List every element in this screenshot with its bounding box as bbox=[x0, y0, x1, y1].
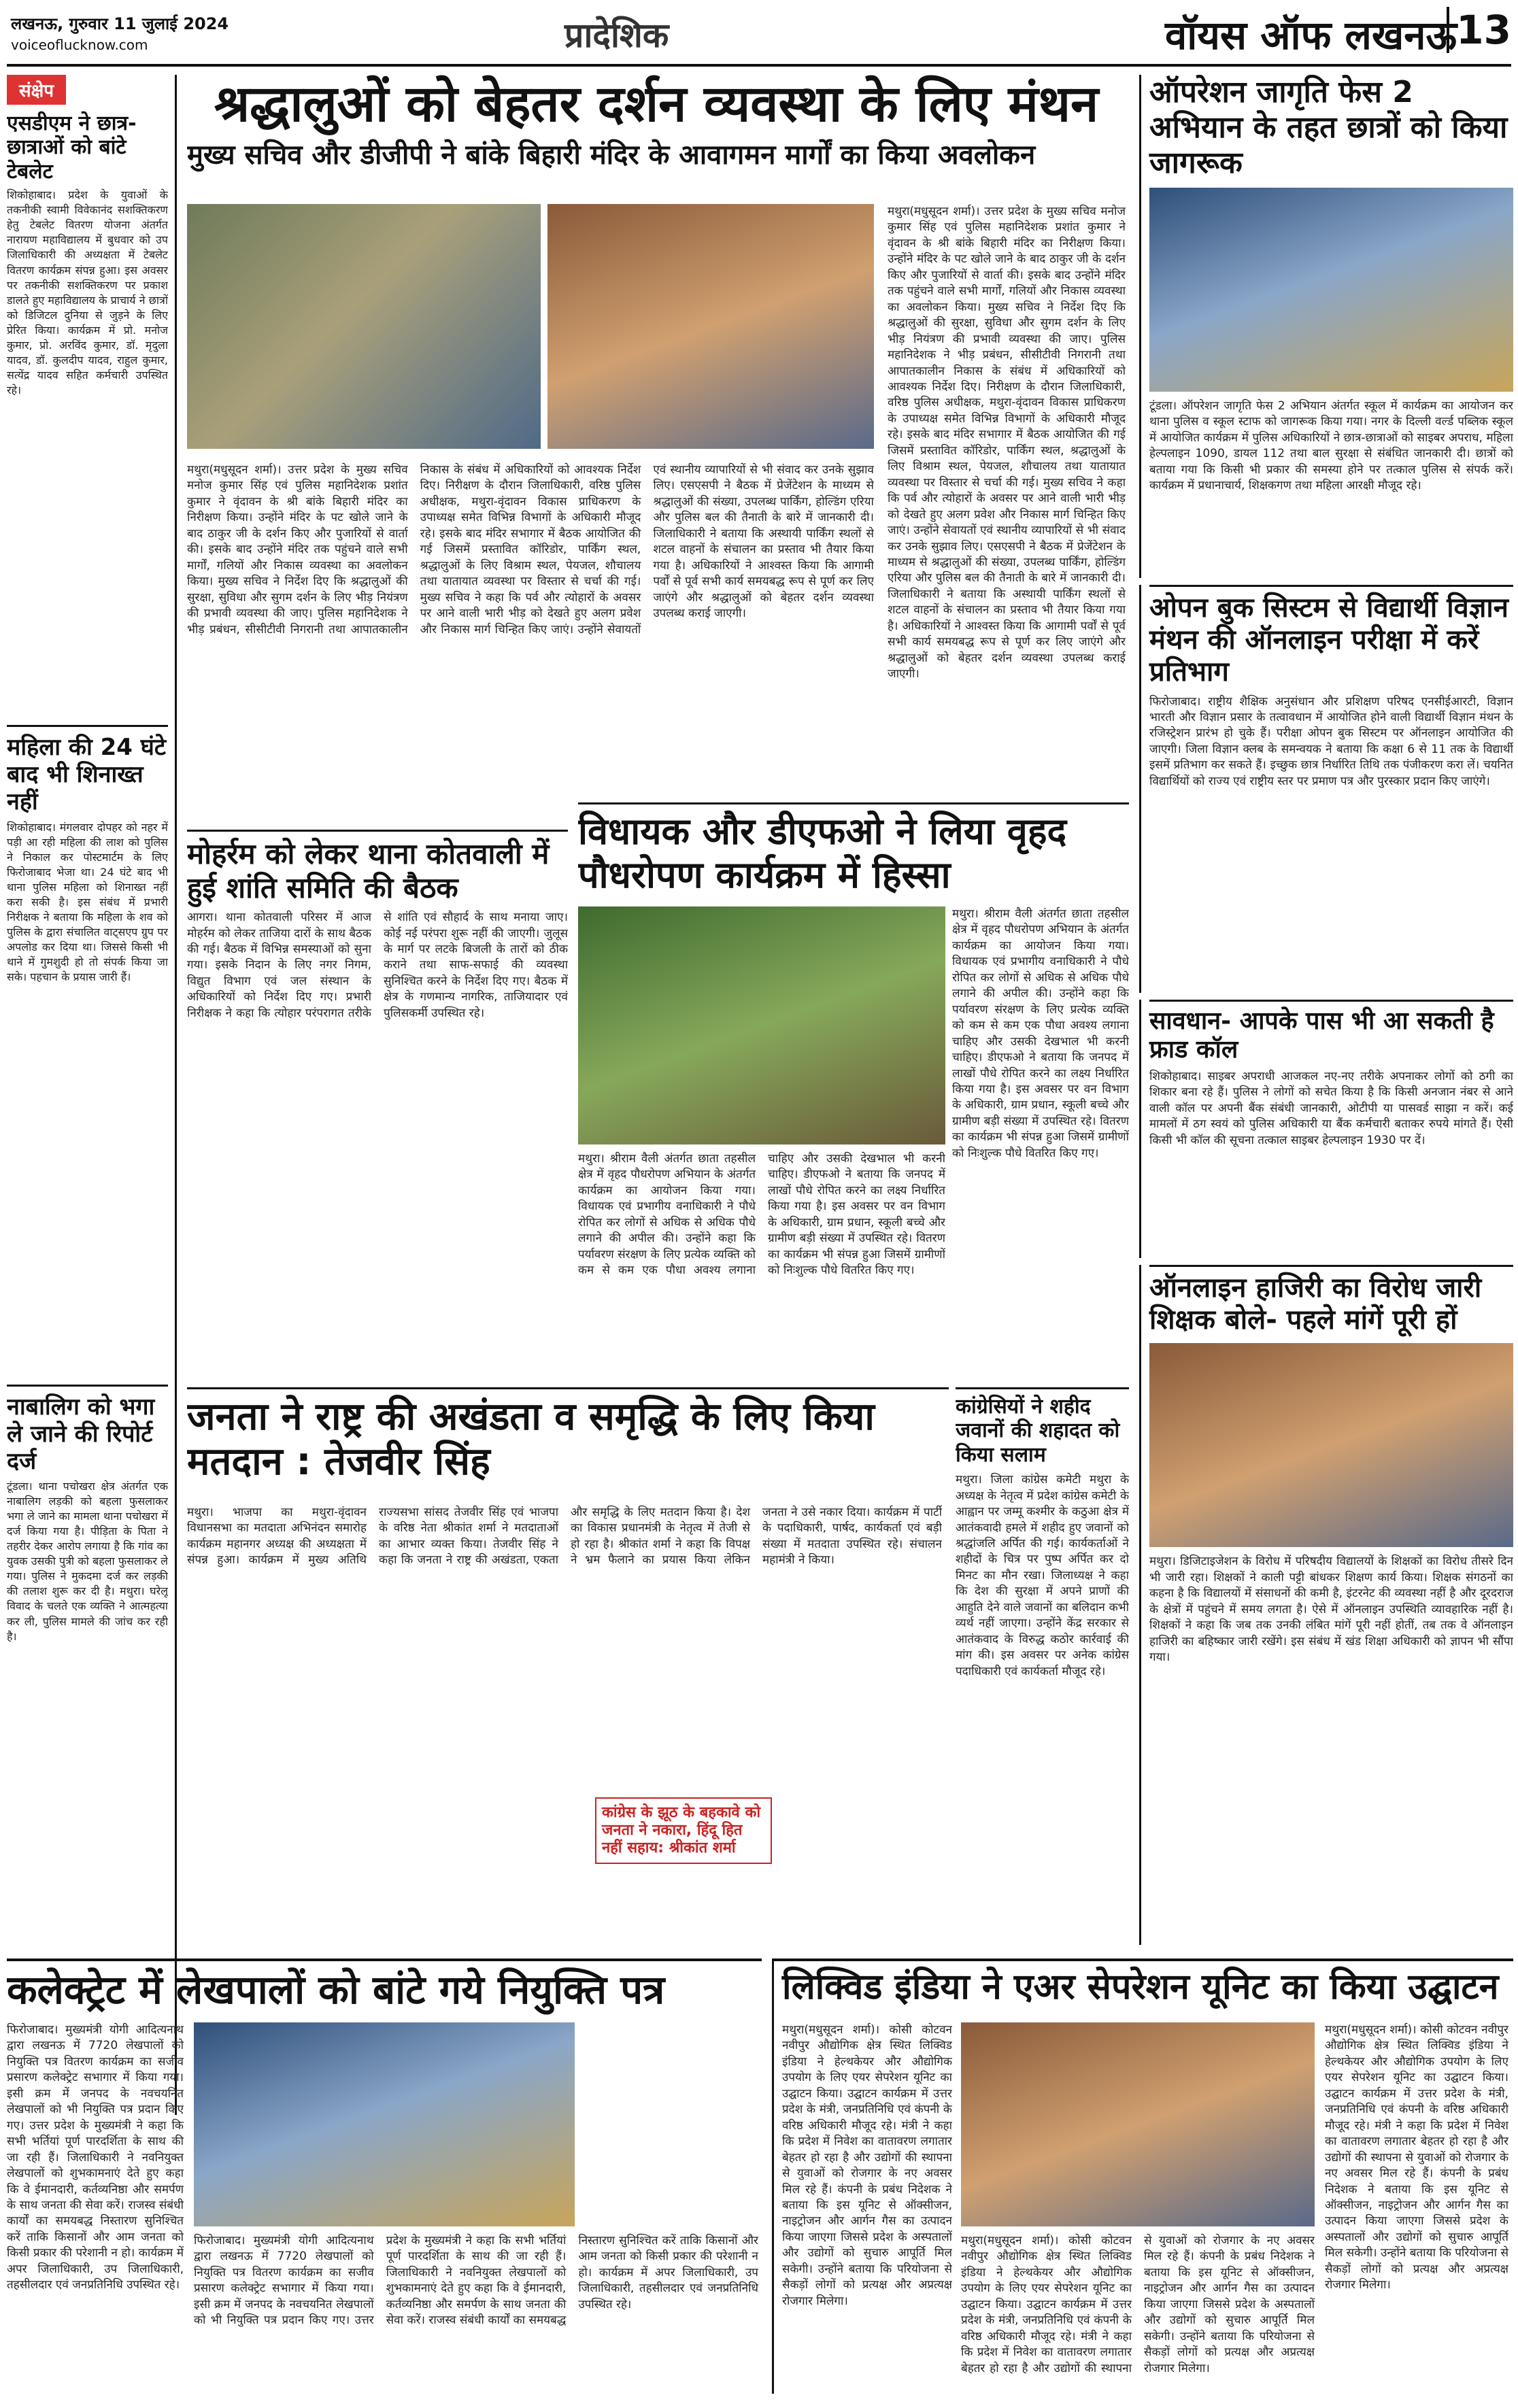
headline: कलेक्ट्रेट में लेखपालों को बांटे गये नियुक्ति पत्र bbox=[7, 1967, 665, 2013]
article-body: शिकोहाबाद। प्रदेश के युवाओं के तकनीकी स्वामी विवेकानंद सशक्तिकरण हेतु टेबलेट वितरण योजना अंतर्गत नारायण महाविद्यालय में बुधवार को उप जिलाधिकारी की अध्यक्षता में टेबलेट वितरण कार्यक्रम संपन्न हुआ। इस अवसर पर तकनीकी सशक्तिकरण पर प्रकाश डालते हुए महाविद्यालय के प्राचार्य ने छात्रों को डिजिटल दुनिया से जुड़ने के लिए प्रेरित किया। कार्यक्रम में प्रो. मनोज कुमार, प्रो. अरविंद कुमार, डॉ. मृदुला यादव, डॉ. कुलदीप यादव, राहुल कुमार, सत्येंद्र यादव सहित कर्मचारी उपस्थित रहे। bbox=[7, 188, 168, 397]
photo-plantation bbox=[578, 906, 945, 1144]
article-body-continued: मथुरा। श्रीराम वैली अंतर्गत छाता तहसील क्षेत्र में वृहद पौधरोपण अभियान के अंतर्गत कार्यक्रम का आयोजन किया गया। विधायक एवं प्रभागीय वनाधिकारी ने पौधे रोपित कर लोगों से अधिक से अधिक पौधे लगाने की अपील की। उन्होंने कहा कि पर्यावरण संरक्षण के लिए प्रत्येक व्यक्ति को कम से कम एक पौधा अवश्य लगाना चाहिए और उसकी देखभाल भी करनी चाहिए। डीएफओ ने बताया कि जनपद में लाखों पौधे रोपित करने का लक्ष्य निर्धारित किया गया है। इस अवसर पर वन विभाग के अधिकारी, ग्राम प्रधान, स्कूली बच्चे और ग्रामीण बड़ी संख्या में उपस्थित रहे। वितरण का कार्यक्रम भी संपन्न हुआ जिसमें ग्रामीणों को निःशुल्क पौधे वितरित किए गए। bbox=[578, 1152, 945, 1278]
photo-inspection-2 bbox=[547, 204, 874, 449]
website-url[interactable]: voiceoflucknow.com bbox=[11, 37, 148, 53]
section-name: प्रादेशिक bbox=[564, 16, 669, 55]
article-body-continued: मथुरा(मधुसूदन शर्मा)। कोसी कोटवन नवीपुर औद्योगिक क्षेत्र स्थित लिक्विड इंडिया ने हेल्थकेयर और औद्योगिक उपयोग के लिए एयर सेपरेशन यूनिट का उद्घाटन किया। उद्घाटन कार्यक्रम में उत्तर प्रदेश के मंत्री, जनप्रतिनिधि एवं कंपनी के वरिष्ठ अधिकारी मौजूद रहे। मंत्री ने कहा कि प्रदेश में निवेश का वातावरण लगातार बेहतर हो रहा है और उद्योगों की स्थापना से युवाओं को रोजगार के नए अवसर मिल रहे हैं। कंपनी के प्रबंध निदेशक ने बताया कि इस यूनिट से ऑक्सीजन, नाइट्रोजन और आर्गन गैस का उत्पादन किया जाएगा जिससे प्रदेश के अस्पतालों और उद्योगों को सुचारु आपूर्ति मिल सकेगी। उन्होंने बताया कि परियोजना से सैकड़ों लोगों को प्रत्यक्ष और अप्रत्यक्ष रोजगार मिलेगा। bbox=[1325, 2023, 1508, 2292]
article bbox=[187, 1387, 949, 1931]
article-body: शिकोहाबाद। मंगलवार दोपहर को नहर में पड़ी आ रही महिला की लाश को पुलिस ने निकाल कर पोस्टमार्टम के लिए फिरोजाबाद भेजा था। 24 घंटे बाद भी थाना पुलिस महिला को शिनाख्त नहीं करा सकी है। इस संबंध में प्रभारी निरीक्षक ने बताया कि महिला के शव को पुलिस के द्वारा संचालित वाट्सएप ग्रुप पर अपलोड कर दिया था। जिससे किसी भी थाने में गुमशुदी हो तो संपर्क किया जा सके। पहचान के प्रयास जारी हैं। bbox=[7, 820, 168, 984]
article-body: मथुरा(मधुसूदन शर्मा)। कोसी कोटवन नवीपुर औद्योगिक क्षेत्र स्थित लिक्विड इंडिया ने हेल्थकेयर और औद्योगिक उपयोग के लिए एयर सेपरेशन यूनिट का उद्घाटन किया। उद्घाटन कार्यक्रम में उत्तर प्रदेश के मंत्री, जनप्रतिनिधि एवं कंपनी के वरिष्ठ अधिकारी मौजूद रहे। मंत्री ने कहा कि प्रदेश में निवेश का वातावरण लगातार बेहतर हो रहा है और उद्योगों की स्थापना से युवाओं को रोजगार के नए अवसर मिल रहे हैं। कंपनी के प्रबंध निदेशक ने बताया कि इस यूनिट से ऑक्सीजन, नाइट्रोजन और आर्गन गैस का उत्पादन किया जाएगा जिससे प्रदेश के अस्पतालों और उद्योगों को सुचारु आपूर्ति मिल सकेगी। उन्होंने बताया कि परियोजना से सैकड़ों लोगों को प्रत्यक्ष और अप्रत्यक्ष रोजगार मिलेगा। bbox=[782, 2023, 952, 2308]
article-body: शिकोहाबाद। साइबर अपराधी आजकल नए-नए तरीके अपनाकर लोगों को ठगी का शिकार बना रहे हैं। पुलिस ने लोगों को सचेत किया है कि किसी अनजान नंबर से आने वाली कॉल पर अपनी बैंक संबंधी जानकारी, ओटीपी या पासवर्ड साझा न करें। कई मामलों में ठग स्वयं को पुलिस अधिकारी या बैंक कर्मचारी बताकर रुपये मांगते हैं। ऐसी किसी भी कॉल की सूचना तत्काल साइबर हेल्पलाइन 1930 पर दें। bbox=[1149, 1069, 1513, 1147]
headline: महिला की 24 घंटे बाद भी शिनाख्त नहीं bbox=[7, 734, 167, 816]
photo-unit-inauguration bbox=[961, 2022, 1315, 2226]
page-number: 13 bbox=[1447, 7, 1511, 53]
page-header bbox=[7, 5, 1511, 67]
photo-teachers-protest bbox=[1149, 1343, 1513, 1547]
headline: कांग्रेसियों ने शहीद जवानों की शहादत को किया सलाम bbox=[956, 1395, 1120, 1467]
article bbox=[578, 802, 1129, 1380]
headline: ऑनलाइन हाजिरी का विरोध जारी शिक्षक बोले- पहले मांगें पूरी हों bbox=[1149, 1272, 1482, 1336]
headline: जनता ने राष्ट्र की अखंडता व समृद्धि के लिए किया मतदान : तेजवीर सिंह bbox=[187, 1395, 875, 1485]
pull-quote: कांग्रेस के झूठ के बहकावे को जनता ने नकारा, हिंदू हित नहीं सहाय: श्रीकांत शर्मा bbox=[595, 1797, 772, 1864]
article-body-continued: मथुरा(मधुसूदन शर्मा)। उत्तर प्रदेश के मुख्य सचिव मनोज कुमार सिंह एवं पुलिस महानिदेशक प्रशांत कुमार ने वृंदावन के श्री बांके बिहारी मंदिर का निरीक्षण किया। उन्होंने मंदिर के पट खोले जाने के बाद ठाकुर जी के दर्शन किए और पुजारियों से वार्ता की। इसके बाद उन्होंने मंदिर तक पहुंचने वाले सभी मार्गों, गलियों और निकास व्यवस्था का अवलोकन किया। मुख्य सचिव ने निर्देश दिए कि श्रद्धालुओं की सुरक्षा, सुविधा और सुगम दर्शन के लिए भीड़ नियंत्रण की प्रभावी व्यवस्था की जाए। पुलिस महानिदेशक ने भीड़ प्रबंधन, सीसीटीवी निगरानी तथा आपातकालीन निकास के संबंध में अधिकारियों को आवश्यक निर्देश दिए। निरीक्षण के दौरान जिलाधिकारी, वरिष्ठ पुलिस अधीक्षक, मथुरा-वृंदावन विकास प्राधिकरण के उपाध्यक्ष समेत विभिन्न विभागों के अधिकारी मौजूद रहे। इसके बाद मंदिर सभागार में बैठक आयोजित की गई जिसमें प्रस्तावित कॉरिडोर, पार्किंग स्थल, श्रद्धालुओं के लिए विश्राम स्थल, पेयजल, शौचालय तथा यातायात व्यवस्था पर विस्तार से चर्चा की गई। मुख्य सचिव ने कहा कि पर्व और त्योहारों के अवसर पर आने वाली भारी भीड़ को देखते हुए अलग प्रवेश और निकास मार्ग चिन्हित किए जाएं। उन्होंने सेवायतों एवं स्थानीय व्यापारियों से भी संवाद कर उनके सुझाव लिए। एसएसपी ने बैठक में प्रेजेंटेशन के माध्यम से श्रद्धालुओं की संख्या, उपलब्ध पार्किंग, होल्डिंग एरिया और पुलिस बल की तैनाती के बारे में जानकारी दी। जिलाधिकारी ने बताया कि अस्थायी पार्किंग स्थलों से शटल वाहनों के संचालन का प्रस्ताव भी तैयार किया गया है। अधिकारियों ने आश्वस्त किया कि आगामी पर्वों से पूर्व सभी कार्य समयबद्ध रूप से पूर्ण कर लिए जाएंगे और श्रद्धालुओं को बेहतर दर्शन व्यवस्था उपलब्ध कराई जाएगी। bbox=[888, 205, 1126, 681]
article bbox=[1139, 1000, 1513, 1258]
article-body: टूंडला। थाना पचोखरा क्षेत्र अंतर्गत एक नाबालिग लड़की को बहला फुसलाकर भगा ले जाने का मामला थाना पचोखरा में दर्ज किया गया है। पीड़िता के पिता ने तहरीर देकर आरोप लगाया है कि गांव का युवक उसकी पुत्री को बहला फुसलाकर ले गया। पुलिस ने मुकदमा दर्ज कर लड़की की तलाश शुरू कर दी है। मथुरा। घरेलू विवाद के चलते एक व्यक्ति ने आत्महत्या कर ली, पुलिस मामले की जांच कर रही है। bbox=[7, 1479, 168, 1643]
headline: श्रद्धालुओं को बेहतर दर्शन व्यवस्था के लिए मंथन bbox=[214, 75, 1099, 133]
sidebar-label: संक्षेप bbox=[7, 75, 66, 105]
article-body: टूंडला। ऑपरेशन जागृति फेस 2 अभियान अंतर्गत स्कूल में कार्यक्रम का आयोजन कर थाना पुलिस व स्कूल स्टाफ को जागरूक किया गया। नगर के दिल्ली वर्ल्ड पब्लिक स्कूल में आयोजित कार्यक्रम में पुलिस अधिकारियों ने छात्र-छात्राओं को साइबर अपराध, महिला हेल्पलाइन 1090, डायल 112 तथा बाल सुरक्षा से संबंधित जानकारी दी। छात्रों को बताया गया कि किसी भी प्रकार की समस्या होने पर तत्काल पुलिस से संपर्क करें। कार्यक्रम में प्रधानाचार्य, शिक्षकगण तथा महिला आरक्षी मौजूद रहे। bbox=[1149, 398, 1513, 492]
photo-inspection-1 bbox=[187, 204, 541, 449]
photo-school-event bbox=[1149, 188, 1513, 392]
headline: एसडीएम ने छात्र-छात्राओं को बांटे टेबलेट bbox=[7, 112, 137, 184]
headline: सावधान- आपके पास भी आ सकती है फ्राड कॉल bbox=[1149, 1007, 1494, 1064]
sidebar bbox=[7, 75, 177, 2115]
subheadline: मुख्य सचिव और डीजीपी ने बांके बिहारी मंदिर के आवागमन मार्गों का किया अवलोकन bbox=[187, 139, 1036, 171]
article-body-continued: मथुरा(मधुसूदन शर्मा)। कोसी कोटवन नवीपुर औद्योगिक क्षेत्र स्थित लिक्विड इंडिया ने हेल्थकेयर और औद्योगिक उपयोग के लिए एयर सेपरेशन यूनिट का उद्घाटन किया। उद्घाटन कार्यक्रम में उत्तर प्रदेश के मंत्री, जनप्रतिनिधि एवं कंपनी के वरिष्ठ अधिकारी मौजूद रहे। मंत्री ने कहा कि प्रदेश में निवेश का वातावरण लगातार बेहतर हो रहा है और उद्योगों की स्थापना से युवाओं को रोजगार के नए अवसर मिल रहे हैं। कंपनी के प्रबंध निदेशक ने बताया कि इस यूनिट से ऑक्सीजन, नाइट्रोजन और आर्गन गैस का उत्पादन किया जाएगा जिससे प्रदेश के अस्पतालों और उद्योगों को सुचारु आपूर्ति मिल सकेगी। उन्होंने बताया कि परियोजना से सैकड़ों लोगों को प्रत्यक्ष और अप्रत्यक्ष रोजगार मिलेगा। bbox=[961, 2234, 1315, 2375]
article-body: मथुरा(मधुसूदन शर्मा)। उत्तर प्रदेश के मुख्य सचिव मनोज कुमार सिंह एवं पुलिस महानिदेशक प्रशांत कुमार ने वृंदावन के श्री बांके बिहारी मंदिर का निरीक्षण किया। उन्होंने मंदिर के पट खोले जाने के बाद ठाकुर जी के दर्शन किए और पुजारियों से वार्ता की। इसके बाद उन्होंने मंदिर तक पहुंचने वाले सभी मार्गों, गलियों और निकास व्यवस्था का अवलोकन किया। मुख्य सचिव ने निर्देश दिए कि श्रद्धालुओं की सुरक्षा, सुविधा और सुगम दर्शन के लिए भीड़ नियंत्रण की प्रभावी व्यवस्था की जाए। पुलिस महानिदेशक ने भीड़ प्रबंधन, सीसीटीवी निगरानी तथा आपातकालीन निकास के संबंध में अधिकारियों को आवश्यक निर्देश दिए। निरीक्षण के दौरान जिलाधिकारी, वरिष्ठ पुलिस अधीक्षक, मथुरा-वृंदावन विकास प्राधिकरण के उपाध्यक्ष समेत विभिन्न विभागों के अधिकारी मौजूद रहे। इसके बाद मंदिर सभागार में बैठक आयोजित की गई जिसमें प्रस्तावित कॉरिडोर, पार्किंग स्थल, श्रद्धालुओं के लिए विश्राम स्थल, पेयजल, शौचालय तथा यातायात व्यवस्था पर विस्तार से चर्चा की गई। मुख्य सचिव ने कहा कि पर्व और त्योहारों के अवसर पर आने वाली भारी भीड़ को देखते हुए अलग प्रवेश और निकास मार्ग चिन्हित किए जाएं। उन्होंने सेवायतों एवं स्थानीय व्यापारियों से भी संवाद कर उनके सुझाव लिए। एसएसपी ने बैठक में प्रेजेंटेशन के माध्यम से श्रद्धालुओं की संख्या, उपलब्ध पार्किंग, होल्डिंग एरिया और पुलिस बल की तैनाती के बारे में जानकारी दी। जिलाधिकारी ने बताया कि अस्थायी पार्किंग स्थलों से शटल वाहनों के संचालन का प्रस्ताव भी तैयार किया गया है। अधिकारियों ने आश्वस्त किया कि आगामी पर्वों से पूर्व सभी कार्य समयबद्ध रूप से पूर्ण कर लिए जाएंगे और श्रद्धालुओं को बेहतर दर्शन व्यवस्था उपलब्ध कराई जाएगी। bbox=[187, 463, 874, 637]
article-body: मथुरा। भाजपा का मथुरा-वृंदावन विधानसभा का मतदाता अभिनंदन समारोह कार्यक्रम महानगर अध्यक्ष की अध्यक्षता में संपन्न हुआ। कार्यक्रम में मुख्य अतिथि राज्यसभा सांसद तेजवीर सिंह एवं भाजपा के वरिष्ठ नेता श्रीकांत शर्मा ने मतदाताओं का आभार व्यक्त किया। तेजवीर सिंह ने कहा कि जनता ने राष्ट्र की अखंडता, एकता और समृद्धि के लिए मतदान किया है। देश का विकास प्रधानमंत्री के नेतृत्व में तेजी से हो रहा है। श्रीकांत शर्मा ने कहा कि विपक्ष ने भ्रम फैलाने का प्रयास किया लेकिन जनता ने उसे नकार दिया। कार्यक्रम में पार्टी के पदाधिकारी, पार्षद, कार्यकर्ता एवं बड़ी संख्या में मतदाता उपस्थित रहे। संचालन महामंत्री ने किया। bbox=[187, 1506, 942, 1567]
article-body: मथुरा। जिला कांग्रेस कमेटी मथुरा के अध्यक्ष के नेतृत्व में प्रदेश कांग्रेस कमेटी के आह्वान पर जम्मू कश्मीर के कठुआ क्षेत्र में आतंकवादी हमले में शहीद हुए जवानों को श्रद्धांजलि अर्पित की गई। कार्यकर्ताओं ने शहीदों के चित्र पर पुष्प अर्पित कर दो मिनट का मौन रखा। जिलाध्यक्ष ने कहा कि देश की सुरक्षा में अपने प्राणों की आहुति देने वाले जवानों का बलिदान कभी व्यर्थ नहीं जाएगा। उन्होंने केंद्र सरकार से आतंकवाद के विरुद्ध कठोर कार्रवाई की मांग की। इस अवसर पर अनेक कांग्रेस पदाधिकारी एवं कार्यकर्ता मौजूद रहे। bbox=[956, 1473, 1129, 1678]
headline: ओपन बुक सिस्टम से विद्यार्थी विज्ञान मंथन की ऑनलाइन परीक्षा में करें प्रतिभाग bbox=[1149, 592, 1508, 688]
article bbox=[772, 1958, 1513, 2394]
article-body: मथुरा। डिजिटाइजेशन के विरोध में परिषदीय विद्यालयों के शिक्षकों का विरोध तीसरे दिन भी जारी रहा। शिक्षकों ने काली पट्टी बांधकर शिक्षण कार्य किया। शिक्षक संगठनों का कहना है कि विद्यालयों में संसाधनों की कमी है, इंटरनेट की व्यवस्था नहीं है और दूरदराज के क्षेत्रों में पहुंचने में समय लगता है। ऐसे में ऑनलाइन उपस्थिति व्यावहारिक नहीं है। शिक्षकों ने कहा कि जब तक उनकी लंबित मांगें पूरी नहीं होतीं, तब तक वे ऑनलाइन हाजिरी का बहिष्कार जारी रखेंगे। इस संबंध में खंड शिक्षा अधिकारी को ज्ञापन भी सौंपा गया। bbox=[1149, 1555, 1513, 1665]
article-body: फिरोजाबाद। राष्ट्रीय शैक्षिक अनुसंधान और प्रशिक्षण परिषद एनसीईआरटी, विज्ञान भारती और विज्ञान प्रसार के तत्वावधान में आयोजित होने वाली विद्यार्थी विज्ञान मंथन के रजिस्ट्रेशन प्रारंभ हो चुके हैं। परीक्षा ओपन बुक सिस्टम पर ऑनलाइन आयोजित की जाएगी। जिला विज्ञान क्लब के समन्वयक ने बताया कि कक्षा 6 से 11 तक के विद्यार्थी इसमें प्रतिभाग कर सकते हैं। इच्छुक छात्र निर्धारित तिथि तक पंजीकरण करा लें। चयनित विद्यार्थियों को राज्य एवं राष्ट्रीय स्तर पर प्रमाण पत्र और पुरस्कार प्रदान किए जाएंगे। bbox=[1149, 694, 1513, 788]
lead-article bbox=[187, 75, 1126, 823]
article-body: मथुरा। श्रीराम वैली अंतर्गत छाता तहसील क्षेत्र में वृहद पौधरोपण अभियान के अंतर्गत कार्यक्रम का आयोजन किया गया। विधायक एवं प्रभागीय वनाधिकारी ने पौधे रोपित कर लोगों से अधिक से अधिक पौधे लगाने की अपील की। उन्होंने कहा कि पर्यावरण संरक्षण के लिए प्रत्येक व्यक्ति को कम से कम एक पौधा अवश्य लगाना चाहिए और उसकी देखभाल भी करनी चाहिए। डीएफओ ने बताया कि जनपद में लाखों पौधे रोपित करने का लक्ष्य निर्धारित किया गया है। इस अवसर पर वन विभाग के अधिकारी, ग्राम प्रधान, स्कूली बच्चे और ग्रामीण बड़ी संख्या में उपस्थित रहे। वितरण का कार्यक्रम भी संपन्न हुआ जिसमें ग्रामीणों को निःशुल्क पौधे वितरित किए गए। bbox=[952, 907, 1129, 1160]
article-body: आगरा। थाना कोतवाली परिसर में आज मोहर्रम को लेकर ताजिया दारों के साथ बैठक की गई। बैठक में विभिन्न समस्याओं को सुना गया। इसके निदान के लिए नगर निगम, विद्युत विभाग एवं जल संस्थान के अधिकारियों को निर्देश दिए गए। प्रभारी निरीक्षक ने कहा कि त्योहार परंपरागत तरीके से शांति एवं सौहार्द के साथ मनाया जाए। कोई नई परंपरा शुरू नहीं की जाएगी। जुलूस के मार्ग पर लटके बिजली के तारों को ठीक कराने तथा साफ-सफाई की व्यवस्था सुनिश्चित करने के निर्देश दिए गए। बैठक में क्षेत्र के गणमान्य नागरिक, ताजियादार एवं पुलिसकर्मी उपस्थित रहे। bbox=[187, 911, 568, 1020]
headline: लिक्विड इंडिया ने एअर सेपरेशन यूनिट का किया उद्घाटन bbox=[782, 1967, 1499, 2007]
article bbox=[1139, 1265, 1513, 1945]
article bbox=[1139, 585, 1513, 993]
article-body-continued: फिरोजाबाद। मुख्यमंत्री योगी आदित्यनाथ द्वारा लखनऊ में 7720 लेखपालों को नियुक्ति पत्र वितरण कार्यक्रम का सजीव प्रसारण कलेक्ट्रेट सभागार में किया गया। इसी क्रम में जनपद के नवचयनित लेखपालों को भी नियुक्ति पत्र प्रदान किए गए। उत्तर प्रदेश के मुख्यमंत्री ने कहा कि सभी भर्तियां पूर्ण पारदर्शिता के साथ की जा रही हैं। जिलाधिकारी ने नवनियुक्त लेखपालों को शुभकामनाएं देते हुए कहा कि वे ईमानदारी, कर्तव्यनिष्ठा और समर्पण के साथ जनता की सेवा करें। राजस्व संबंधी कार्यों का समयबद्ध निस्तारण सुनिश्चित करें ताकि किसानों और आम जनता को किसी प्रकार की परेशानी न हो। कार्यक्रम में अपर जिलाधिकारी, उप जिलाधिकारी, तहसीलदार एवं जनप्रतिनिधि उपस्थित रहे। bbox=[194, 2234, 758, 2328]
headline: विधायक और डीएफओ ने लिया वृहद पौधरोपण कार्यक्रम में हिस्सा bbox=[578, 810, 1067, 896]
headline: मोहर्रम को लेकर थाना कोतवाली में हुई शांति समिति की बैठक bbox=[187, 837, 550, 904]
article-body: फिरोजाबाद। मुख्यमंत्री योगी आदित्यनाथ द्वारा लखनऊ में 7720 लेखपालों को नियुक्ति पत्र वितरण कार्यक्रम का सजीव प्रसारण कलेक्ट्रेट सभागार में किया गया। इसी क्रम में जनपद के नवचयनित लेखपालों को भी नियुक्ति पत्र प्रदान किए गए। उत्तर प्रदेश के मुख्यमंत्री ने कहा कि सभी भर्तियां पूर्ण पारदर्शिता के साथ की जा रही हैं। जिलाधिकारी ने नवनियुक्त लेखपालों को शुभकामनाएं देते हुए कहा कि वे ईमानदारी, कर्तव्यनिष्ठा और समर्पण के साथ जनता की सेवा करें। राजस्व संबंधी कार्यों का समयबद्ध निस्तारण सुनिश्चित करें ताकि किसानों और आम जनता को किसी प्रकार की परेशानी न हो। कार्यक्रम में अपर जिलाधिकारी, उप जिलाधिकारी, तहसीलदार एवं जनप्रतिनिधि उपस्थित रहे। bbox=[7, 2023, 184, 2292]
dateline: लखनऊ, गुरुवार 11 जुलाई 2024 bbox=[11, 14, 229, 33]
headline: नाबालिग को भगा ले जाने की रिपोर्ट दर्ज bbox=[7, 1393, 155, 1475]
article bbox=[1139, 75, 1513, 578]
article bbox=[187, 830, 568, 1374]
headline: ऑपरेशन जागृति फेस 2 अभियान के तहत छात्रों को किया जागरूक bbox=[1149, 75, 1508, 180]
masthead: वॉयस ऑफ लखनऊ bbox=[1164, 12, 1457, 58]
photo-appointment-letters bbox=[194, 2022, 575, 2226]
article bbox=[956, 1387, 1129, 1931]
article bbox=[7, 1958, 762, 2394]
